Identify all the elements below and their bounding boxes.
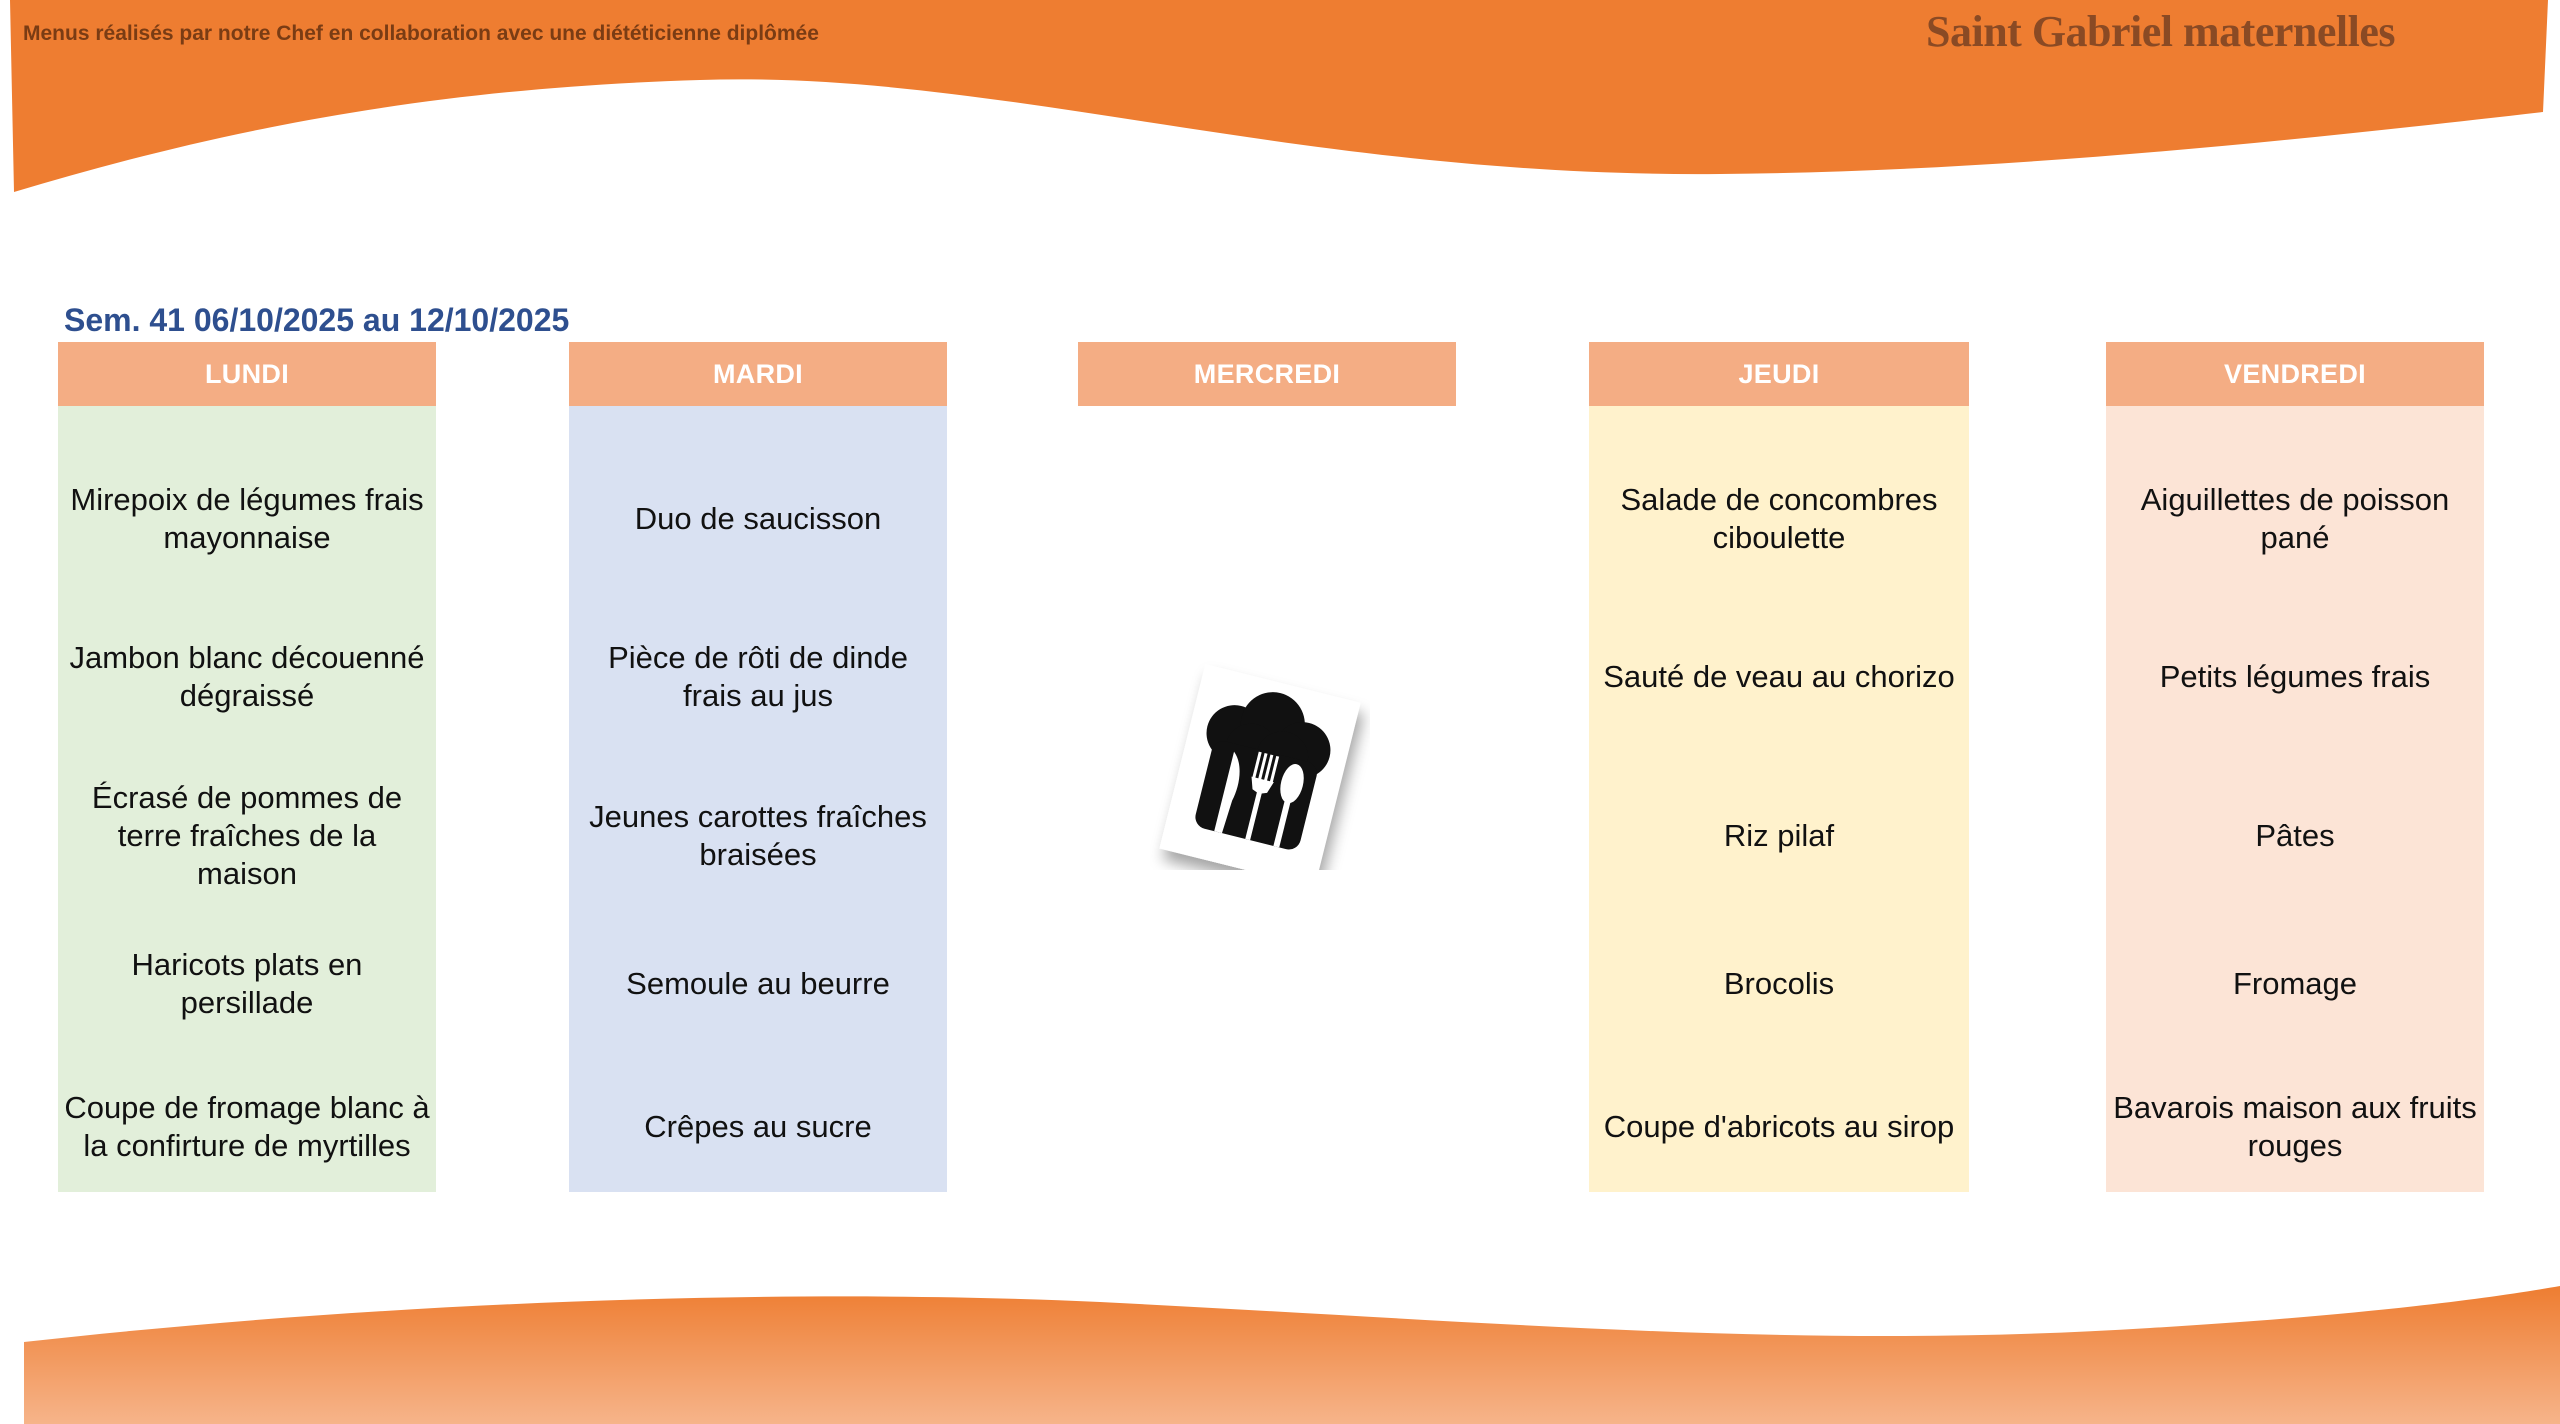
day-header-lundi: LUNDI: [58, 342, 436, 406]
day-header-mercredi: MERCREDI: [1078, 342, 1456, 406]
footer-wave: [0, 1280, 2560, 1424]
day-header-jeudi: JEUDI: [1589, 342, 1969, 406]
dish-item: Riz pilaf: [1723, 818, 1835, 853]
dish-item: Brocolis: [1723, 966, 1835, 1001]
dish-item: Petits légumes frais: [2159, 659, 2431, 694]
school-name: Saint Gabriel maternelles: [1926, 7, 2395, 56]
dish-item: Semoule au beurre: [626, 966, 890, 1001]
chef-tagline: Menus réalisés par notre Chef en collaboration avec une diététicienne diplômée: [23, 22, 819, 45]
week-title: Sem. 41 06/10/2025 au 12/10/2025: [64, 302, 570, 338]
day-menu-mardi: [569, 406, 947, 1192]
dish-item: Coupe d'abricots au sirop: [1603, 1109, 1955, 1144]
day-column-mardi: [569, 342, 947, 1192]
dish-item: Salade de concombres ciboulette: [1620, 482, 1938, 555]
dish-item: Crêpes au sucre: [644, 1109, 872, 1144]
day-menu-lundi: [58, 406, 436, 1192]
dish-item: Jambon blanc découenné dégraissé: [69, 640, 425, 713]
dish-item: Sauté de veau au chorizo: [1603, 659, 1955, 694]
dish-item: Aiguillettes de poisson pané: [2140, 482, 2450, 555]
dish-item: Jeunes carottes fraîches braisées: [589, 799, 927, 872]
dish-item: Duo de saucisson: [634, 501, 882, 536]
day-column-jeudi: [1589, 342, 1969, 1192]
day-column-vendredi: [2106, 342, 2484, 1192]
dish-item: Fromage: [2232, 966, 2358, 1001]
day-header-vendredi: VENDREDI: [2106, 342, 2484, 406]
dish-item: Pâtes: [2255, 818, 2335, 853]
day-menu-jeudi: [1589, 406, 1969, 1192]
dish-item: Écrasé de pommes de terre fraîches de la maison: [91, 780, 403, 891]
dish-item: Haricots plats en persillade: [131, 947, 363, 1020]
dish-item: Mirepoix de légumes frais mayonnaise: [70, 482, 424, 555]
dish-item: Coupe de fromage blanc à la confirture de myrtilles: [64, 1090, 430, 1163]
day-column-lundi: [58, 342, 436, 1192]
day-menu-vendredi: [2106, 406, 2484, 1192]
dish-item: Pièce de rôti de dinde frais au jus: [608, 640, 908, 713]
day-header-mardi: MARDI: [569, 342, 947, 406]
chef-hat-cutlery-icon: [1150, 640, 1370, 870]
dish-item: Bavarois maison aux fruits rouges: [2113, 1090, 2477, 1163]
